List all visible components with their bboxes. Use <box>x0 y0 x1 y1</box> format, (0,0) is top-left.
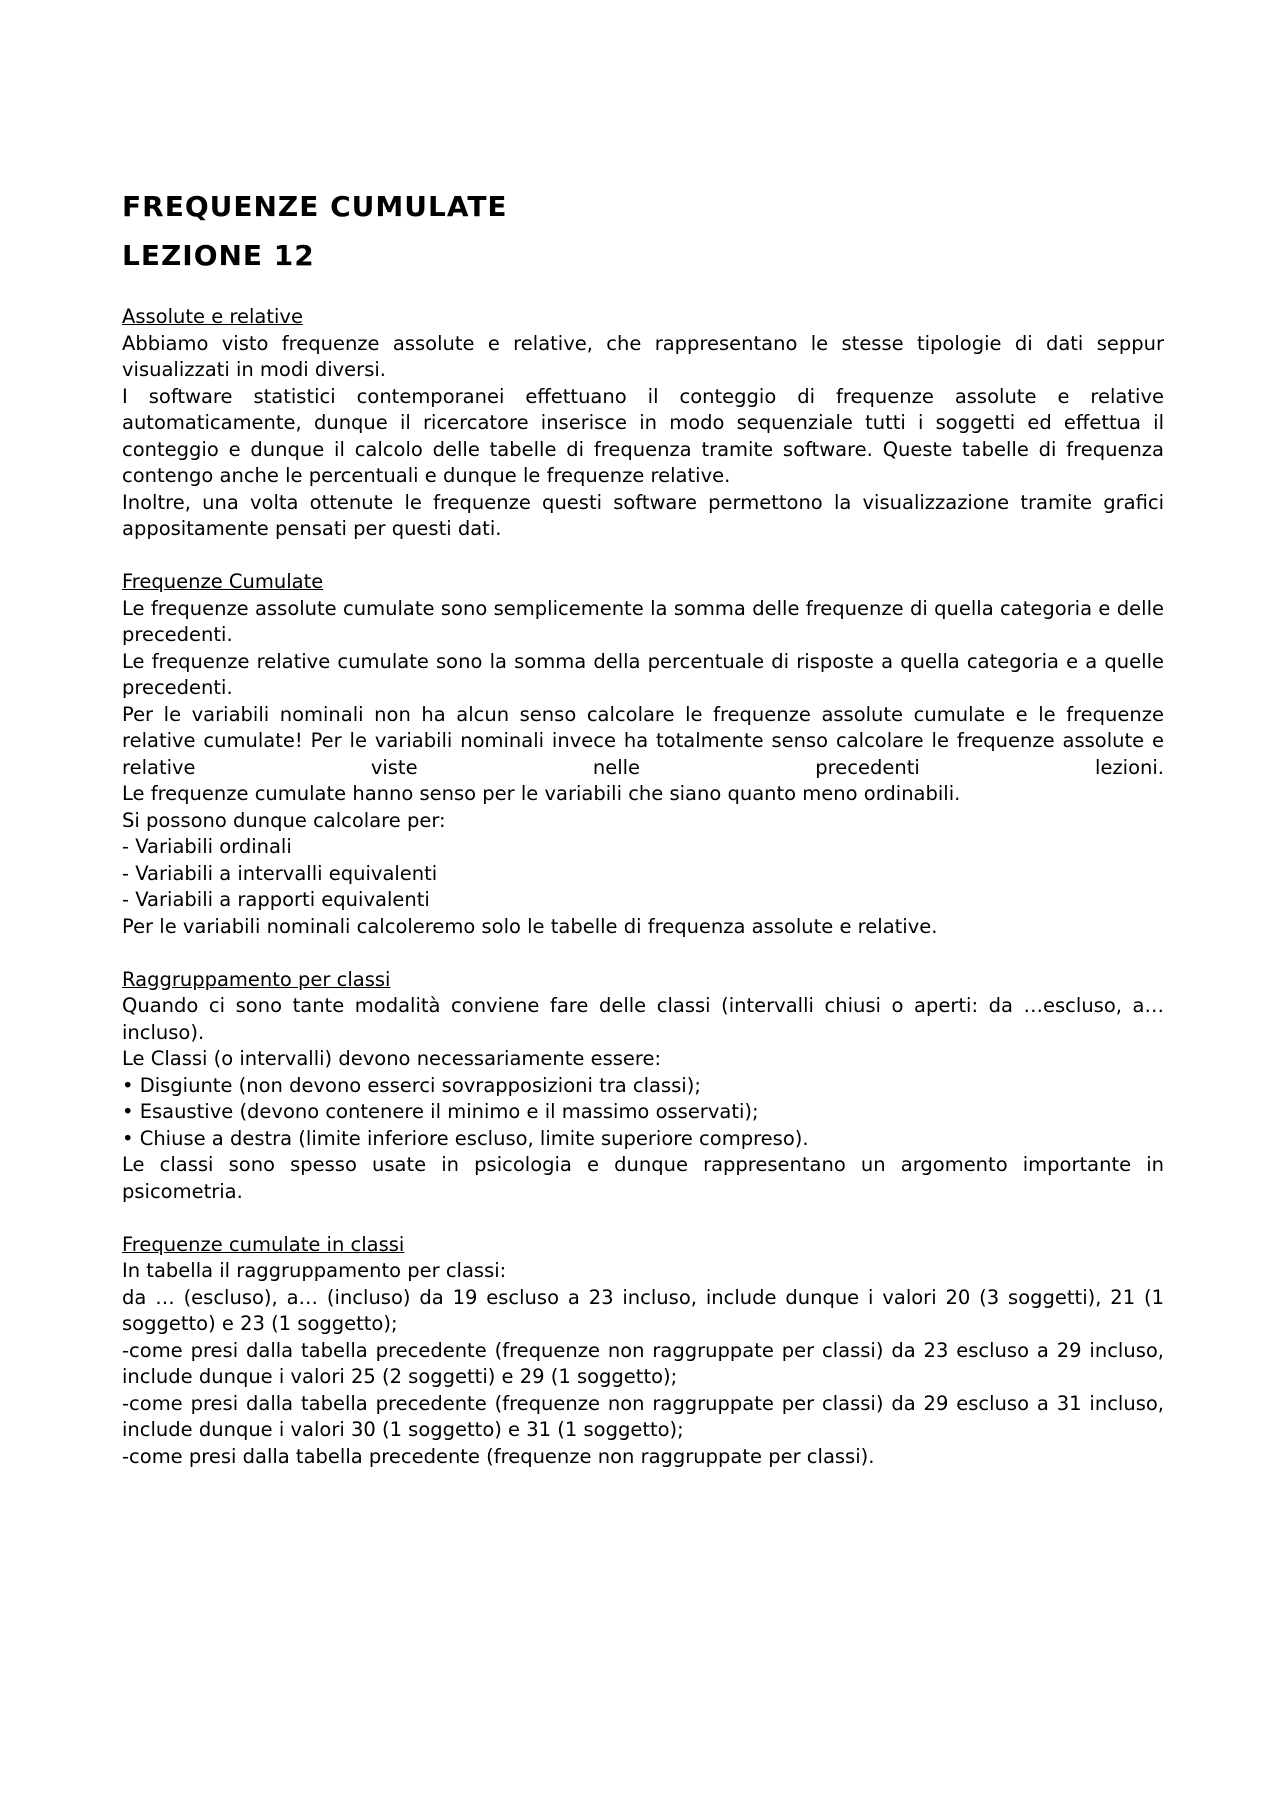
bullet-item: • Esaustive (devono contenere il minimo e il massimo osservati); <box>122 1100 759 1123</box>
section-heading: Raggruppamento per classi <box>122 967 391 991</box>
list-item: - Variabili a rapporti equivalenti <box>122 888 430 911</box>
paragraph: -come presi dalla tabella precedente (frequenze non raggruppate per classi). <box>122 1444 875 1468</box>
section-raggruppamento-classi <box>122 967 1164 1206</box>
paragraph: Abbiamo visto frequenze assolute e relative, che rappresentano le stesse tipologie di dati seppur visualizzati in modi diversi. <box>122 331 1164 381</box>
document-subtitle: LEZIONE 12 <box>122 239 315 272</box>
section-assolute-relative <box>122 304 1164 543</box>
paragraph: -come presi dalla tabella precedente (frequenze non raggruppate per classi) da 29 escluso a 31 incluso, include dunque i valori 30 (1 soggetto) e 31 (1 soggetto); <box>122 1391 1164 1441</box>
list-item: - Variabili a intervalli equivalenti <box>122 861 438 885</box>
paragraph: Le frequenze assolute cumulate sono semplicemente la somma delle frequenze di quella categoria e delle precedenti. <box>122 596 1164 646</box>
document-body <box>122 304 1164 1470</box>
document-page <box>122 182 1164 1497</box>
paragraph: Si possono dunque calcolare per: <box>122 808 446 832</box>
paragraph: Le frequenze cumulate hanno senso per le variabili che siano quanto meno ordinabili. <box>122 782 961 805</box>
paragraph: I software statistici contemporanei effettuano il conteggio di frequenze assolute e relative automaticamente, dunque il ricercatore inserisce in modo sequenziale tutti i soggetti ed effettua il conteggio e dunque il calcolo delle tabelle di frequenza tramite software. Queste tabelle di frequenza contengo anche le percentuali e dunque le frequenze relative. <box>122 384 1164 487</box>
section-heading: Frequenze Cumulate <box>122 570 324 593</box>
paragraph: In tabella il raggruppamento per classi: <box>122 1259 507 1282</box>
paragraph: Inoltre, una volta ottenute le frequenze questi software permettono la visualizzazione tramite grafici appositamente pensati per questi dati. <box>122 490 1164 540</box>
bullet-item: • Disgiunte (non devono esserci sovrapposizioni tra classi); <box>122 1073 701 1097</box>
paragraph: -come presi dalla tabella precedente (frequenze non raggruppate per classi) da 23 escluso a 29 incluso, include dunque i valori 25 (2 soggetti) e 29 (1 soggetto); <box>122 1338 1164 1388</box>
paragraph: Per le variabili nominali non ha alcun senso calcolare le frequenze assolute cumulate e le frequenze relative cumulate! Per le variabili nominali invece ha totalmente senso calcolare le frequenze assolute e relative viste nelle precedenti lezioni. <box>122 702 1164 779</box>
bullet-item: • Chiuse a destra (limite inferiore escluso, limite superiore compreso). <box>122 1126 809 1150</box>
list-item: - Variabili ordinali <box>122 835 292 858</box>
paragraph: Le frequenze relative cumulate sono la somma della percentuale di risposte a quella categoria e a quelle precedenti. <box>122 649 1164 699</box>
section-heading: Frequenze cumulate in classi <box>122 1232 405 1256</box>
section-frequenze-cumulate <box>122 569 1164 940</box>
section-frequenze-cumulate-classi <box>122 1232 1164 1471</box>
paragraph: Per le variabili nominali calcoleremo solo le tabelle di frequenza assolute e relative. <box>122 914 938 938</box>
document-title: FREQUENZE CUMULATE <box>122 190 508 223</box>
paragraph: Le classi sono spesso usate in psicologia e dunque rappresentano un argomento importante in psicometria. <box>122 1153 1164 1203</box>
paragraph: Quando ci sono tante modalità conviene fare delle classi (intervalli chiusi o aperti: da …escluso, a…incluso). <box>122 994 1164 1044</box>
section-heading: Assolute e relative <box>122 305 303 328</box>
paragraph: Le Classi (o intervalli) devono necessariamente essere: <box>122 1047 662 1070</box>
paragraph: da … (escluso), a… (incluso) da 19 escluso a 23 incluso, include dunque i valori 20 (3 soggetti), 21 (1 soggetto) e 23 (1 soggetto); <box>122 1285 1164 1335</box>
